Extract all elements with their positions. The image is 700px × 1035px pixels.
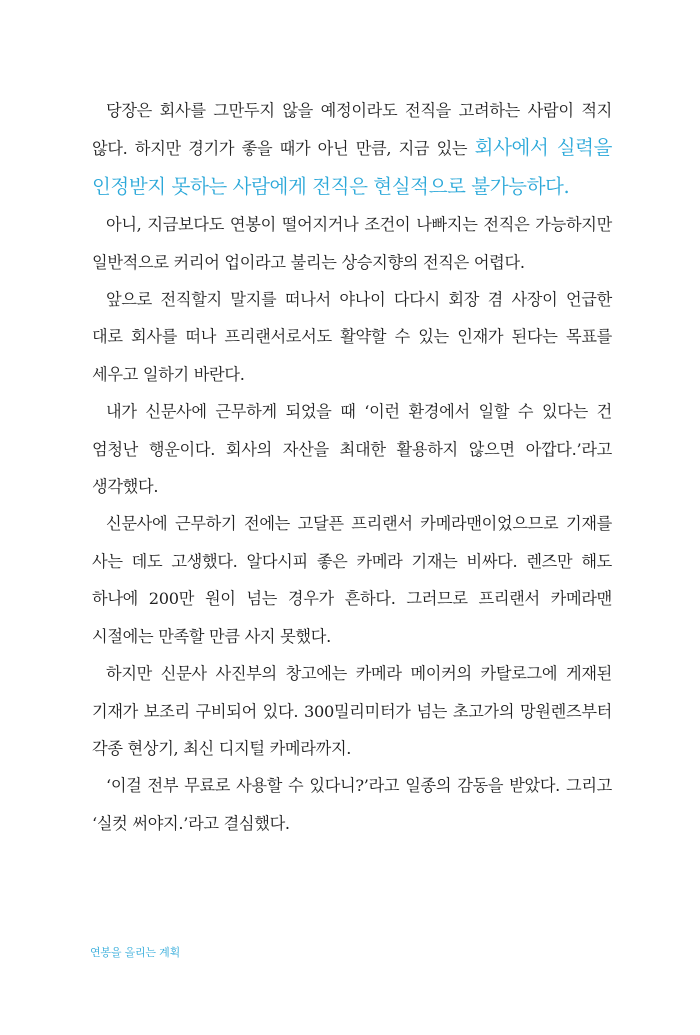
paragraph: ‘이걸 전부 무료로 사용할 수 있다니?’라고 일종의 감동을 받았다. 그리고 ‘실컷 써야지.’라고 결심했다. — [92, 776, 612, 833]
paragraph: 앞으로 전직할지 말지를 떠나서 야나이 다다시 회장 겸 사장이 언급한 대로 회사를 떠나 프리랜서로서도 활약할 수 있는 인재가 된다는 목표를 세우고 일하기 바란다. — [92, 290, 612, 384]
highlighted-text: 회사에서 실력을 인정받지 못하는 사람에게 전직은 현실적으로 불가능하다. — [92, 136, 613, 198]
paragraph: 하지만 신문사 사진부의 창고에는 카메라 메이커의 카탈로그에 게재된 기재가 보조리 구비되어 있다. 300밀리미터가 넘는 초고가의 망원렌즈부터 각종 현상기, 최신 디지털 카메라까지. — [92, 664, 612, 758]
body-text — [92, 92, 612, 842]
running-footer: 연봉을 올리는 계획 — [90, 946, 181, 959]
paragraph — [92, 92, 612, 206]
paragraph: 신문사에 근무하기 전에는 고달픈 프리랜서 카메라맨이었으므로 기재를 사는 데도 고생했다. 알다시피 좋은 카메라 기재는 비싸다. 렌즈만 해도 하나에 200만 원이 넘는 경우가 흔하다. 그러므로 프리랜서 카메라맨 시절에는 만족할 만큼 사지 못했다. — [92, 514, 612, 646]
paragraph: 내가 신문사에 근무하게 되었을 때 ‘이런 환경에서 일할 수 있다는 건 엄청난 행운이다. 회사의 자산을 최대한 활용하지 않으면 아깝다.’라고 생각했다. — [92, 402, 612, 497]
paragraph-text: 당장은 회사를 그만두지 않을 예정이라도 전직을 고려하는 사람이 적지 않다. 하지만 경기가 좋을 때가 아닌 만큼, 지금 있는 — [92, 101, 612, 159]
paragraph: 아니, 지금보다도 연봉이 떨어지거나 조건이 나빠지는 전직은 가능하지만 일반적으로 커리어 업이라고 불리는 상승지향의 전직은 어렵다. — [92, 215, 612, 272]
